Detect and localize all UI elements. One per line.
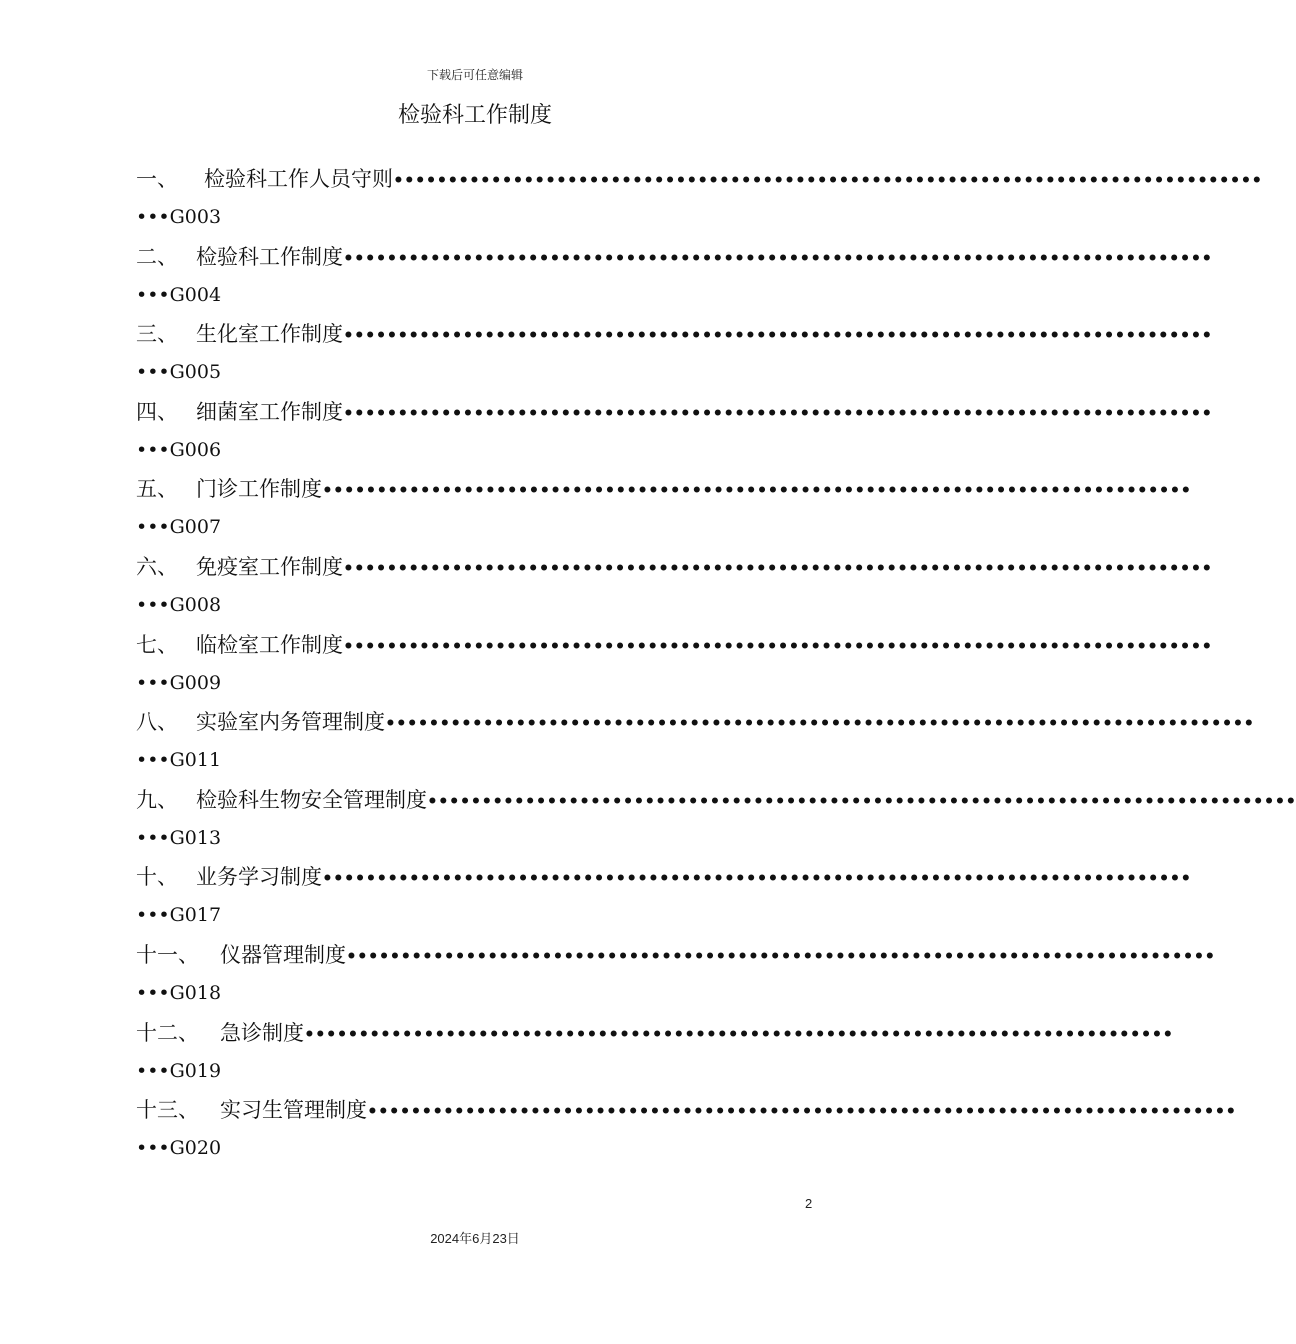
toc-entry-page: •••G006: [136, 438, 222, 461]
toc-entry[interactable]: [136, 1091, 1237, 1169]
toc-entry-label: 实习生管理制度: [220, 1098, 367, 1123]
toc-entry-number: 三、: [136, 322, 178, 347]
toc-entry-heading: [136, 936, 1216, 974]
toc-entry-number: 五、: [136, 477, 178, 502]
toc-entry[interactable]: [136, 936, 1216, 1014]
toc-entry[interactable]: [136, 858, 1192, 936]
toc-entry-heading: [136, 393, 1213, 431]
toc-entry-heading: [136, 1014, 1174, 1052]
toc-entry-page: •••G020: [136, 1137, 222, 1160]
toc-entry-heading: [136, 703, 1255, 741]
document-title: 检验科工作制度: [397, 103, 552, 128]
toc-leader-dots: ••••••••••••••••••••••••••••••••••••••••••••••••••••••••••••••••••••••••••••••••: [427, 791, 1296, 812]
toc-entry-heading: [136, 470, 1192, 508]
toc-entry-page: •••G011: [136, 749, 222, 772]
toc-entry-number: 四、: [136, 399, 178, 424]
toc-entry-label: 免疫室工作制度: [196, 554, 343, 579]
toc-entry[interactable]: [136, 160, 1263, 238]
toc-entry-page: •••G018: [136, 981, 222, 1004]
toc-leader-dots: ••••••••••••••••••••••••••••••••••••••••••••••••••••••••••••••••••••••••••••••••: [343, 248, 1213, 269]
toc-entry-label: 业务学习制度: [196, 865, 322, 890]
toc-entry-number: 二、: [136, 244, 178, 269]
toc-entry-page: •••G003: [136, 206, 222, 228]
toc-leader-dots: ••••••••••••••••••••••••••••••••••••••••••••••••••••••••••••••••••••••••••••••••: [346, 946, 1216, 967]
toc-entry-label: 细菌室工作制度: [196, 399, 343, 424]
toc-entry-page: •••G009: [136, 671, 222, 694]
toc-entry[interactable]: [136, 470, 1192, 548]
toc-entry-label: 仪器管理制度: [220, 942, 346, 967]
toc-entry-heading: [136, 1091, 1237, 1129]
toc-leader-dots: ••••••••••••••••••••••••••••••••••••••••••••••••••••••••••••••••••••••••••••••••: [322, 481, 1192, 502]
toc-entry-label: 生化室工作制度: [196, 322, 343, 347]
toc-entry-label: 检验科生物安全管理制度: [196, 787, 427, 812]
toc-entry-number: 十二、: [136, 1020, 199, 1045]
toc-entry-page: •••G004: [136, 283, 222, 306]
toc-leader-dots: ••••••••••••••••••••••••••••••••••••••••••••••••••••••••••••••••••••••••••••••••: [393, 171, 1263, 191]
toc-entry-page: •••G007: [136, 516, 222, 539]
toc-leader-dots: ••••••••••••••••••••••••••••••••••••••••••••••••••••••••••••••••••••••••••••••••: [367, 1102, 1237, 1123]
toc-entry-label: 门诊工作制度: [196, 477, 322, 502]
toc-entry-page: •••G005: [136, 361, 222, 384]
toc-entry[interactable]: [136, 1014, 1174, 1092]
toc-entry[interactable]: [136, 548, 1213, 626]
toc-leader-dots: ••••••••••••••••••••••••••••••••••••••••••••••••••••••••••••••••••••••••••••••••: [343, 558, 1213, 579]
toc-entry-page: •••G008: [136, 593, 222, 616]
toc-entry-number: 八、: [136, 710, 178, 735]
toc-entry[interactable]: [136, 626, 1213, 704]
toc-entry-heading: [136, 781, 1296, 819]
toc-entry[interactable]: [136, 238, 1213, 316]
toc-entry-heading: [136, 315, 1213, 353]
toc-entry[interactable]: [136, 393, 1213, 471]
toc-entry-label: 急诊制度: [220, 1020, 304, 1045]
toc-entry-heading: [136, 160, 1263, 198]
toc-entry-number: 十一、: [136, 942, 199, 967]
toc-entry-number: 一、: [136, 167, 178, 191]
toc-entry-label: 临检室工作制度: [196, 632, 343, 657]
toc-leader-dots: ••••••••••••••••••••••••••••••••••••••••••••••••••••••••••••••••••••••••••••••••: [343, 636, 1213, 657]
toc-entry-number: 九、: [136, 787, 178, 812]
toc-entry-number: 十三、: [136, 1098, 199, 1123]
toc-entry[interactable]: [136, 781, 1296, 859]
toc-leader-dots: ••••••••••••••••••••••••••••••••••••••••••••••••••••••••••••••••••••••••••••••••: [322, 869, 1192, 890]
footer-date: 2024年6月23日: [430, 1231, 520, 1246]
table-of-contents: [136, 160, 1296, 1169]
toc-entry-label: 检验科工作人员守则: [204, 167, 393, 191]
toc-entry-label: 实验室内务管理制度: [196, 710, 385, 735]
toc-entry-page: •••G013: [136, 826, 222, 849]
toc-entry-heading: [136, 858, 1192, 896]
toc-leader-dots: ••••••••••••••••••••••••••••••••••••••••••••••••••••••••••••••••••••••••••••••••: [304, 1024, 1174, 1045]
toc-leader-dots: ••••••••••••••••••••••••••••••••••••••••••••••••••••••••••••••••••••••••••••••••: [385, 714, 1255, 735]
toc-entry-label: 检验科工作制度: [196, 244, 343, 269]
toc-entry-number: 七、: [136, 632, 178, 657]
toc-leader-dots: ••••••••••••••••••••••••••••••••••••••••••••••••••••••••••••••••••••••••••••••••: [343, 403, 1213, 424]
toc-entry-number: 六、: [136, 554, 178, 579]
toc-entry-page: •••G017: [136, 904, 222, 927]
toc-entry-heading: [136, 238, 1213, 276]
header-note: 下载后可任意编辑: [426, 68, 523, 82]
toc-entry-page: •••G019: [136, 1059, 222, 1082]
page-number: 2: [805, 1196, 813, 1211]
toc-entry[interactable]: [136, 315, 1213, 393]
toc-entry-number: 十、: [136, 865, 178, 890]
toc-entry-heading: [136, 548, 1213, 586]
toc-leader-dots: ••••••••••••••••••••••••••••••••••••••••••••••••••••••••••••••••••••••••••••••••: [343, 326, 1213, 347]
toc-entry-heading: [136, 626, 1213, 664]
toc-entry[interactable]: [136, 703, 1255, 781]
